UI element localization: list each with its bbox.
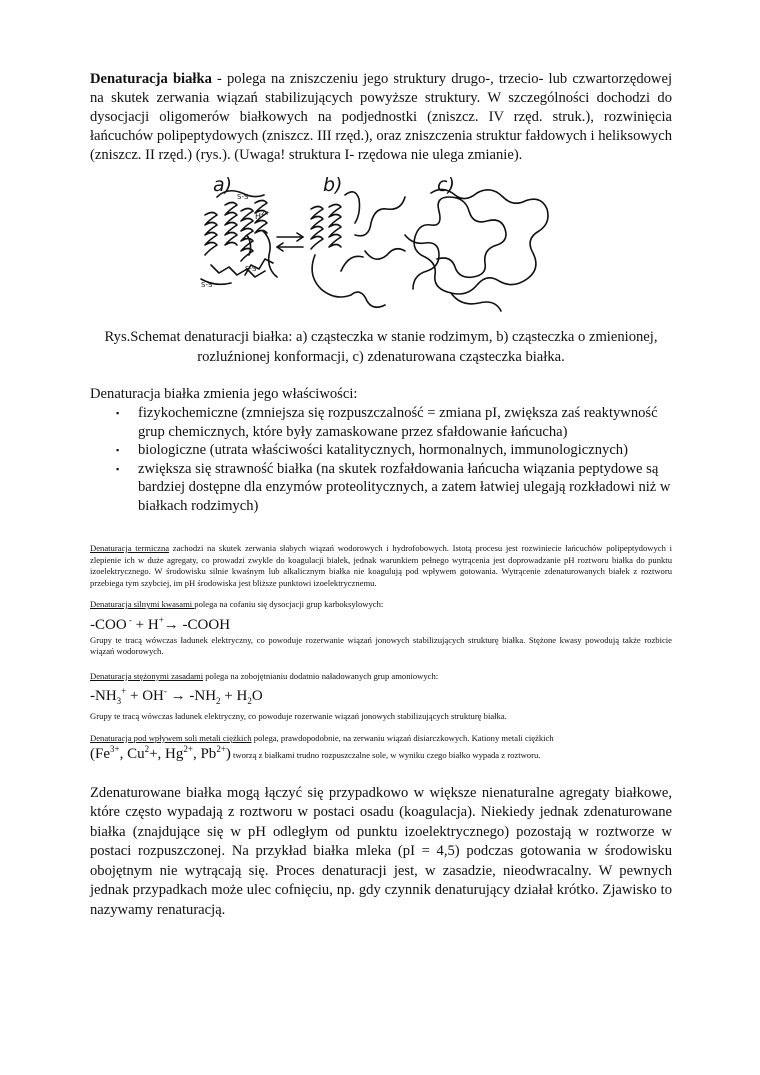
closing-paragraph: Zdenaturowane białka mogą łączyć się przypadkowo w większe nienaturalne agregaty białkowe, które często wypadają z roztworu w postaci osadu (koagulacja). Niekiedy jednak zdenaturowane białka (znajdujące się w pH odległym od punktu izoelektrycznego) pozostają w roztworze w postaci rozpuszczonej. Na przykład białka mleka (pI = 4,5) podczas gotowania w środowisku obojętnym nie wytrącają się. Proces denaturacji jest, w zasadzie, nieodwracalny. W pewnych jednak przypadkach może ulec cofnięciu, np. gdy czynnik denaturujący działał krótko. Zjawisko to nazywamy renaturacją. [90,784,672,918]
figure-label-h: H [255,212,262,221]
loosened-molecule-drawing [311,192,405,307]
figure-label-ss-bottom: S-S [201,281,213,289]
acid-note: Grupy te tracą wówczas ładunek elektryczny, co powoduje rozerwanie wiązań jonowych stabilizujących strukturę białka. Stężone kwasy powodują także rozbicie wiązań wodorowych. [90,634,672,656]
figure-label-a: a) [213,175,233,196]
figure-label-b: b) [323,175,343,196]
metal-cations: ($Fe^{3+}$, $Cu^2+$, $Hg^{2+}$, $Pb^{2+}$) [90,744,231,762]
list-item: ▪ zwiększa się strawność białka (na skutek rozfałdowania łańcucha wiązania peptydowe są bardziej dostępne dla enzymów proteolitycznych, a zatem łatwiej ulegają rozkładowi niż w białkach rodzimych) [116,460,671,514]
list-item: ▪ biologiczne (utrata właściwości katalitycznych, hormonalnych, immunologicznych) [116,442,628,458]
figure-label-ss-top: S-S [237,193,249,201]
thermal-term: Denaturacja termiczna [90,543,170,553]
acid-formula: -COO - + H+→ -COOH [90,614,231,633]
bullet-icon: ▪ [116,445,120,455]
list-item: ▪ fizykochemiczne (zmniejsza się rozpuszczalność = zmiana pI, zwiększa zaś reaktywność grup chemicznych, które były zamaskowane przez sfałdowanie łańcucha) [116,405,658,440]
equilibrium-arrows [277,233,303,251]
acid-term: Denaturacja silnymi kwasami [90,599,195,609]
base-denaturation: Denaturacja stężonymi zasadami polega na zobojętnianiu dodatnio naładowanych grup amoniowych: $-NH_3^+ + OH^- \to -NH_2 + H_2O$ Grupy te tracą wówczas ładunek elektryczny, co powoduje rozerwanie wiązań jonowych stabilizujących strukturę białka. [90,671,672,723]
base-note: Grupy te tracą wówczas ładunek elektryczny, co powoduje rozerwanie wiązań jonowych stabilizujących strukturę białka. [90,711,507,721]
thermal-denaturation: Denaturacja termiczna zachodzi na skutek zerwania słabych wiązań wodorowych i hydrofobowych. Istotą procesu jest rozwiniecie łańcuchów polipeptydowych i zlepienie ich w duże agregaty, co prowadzi zwykle do koagulacji białek, jednak warunkiem pełnego wytrącenia jest doprowadzanie pH roztworu białka do punktu izoelektrycznego. W środowisku silnie kwaśnym lub alkalicznym białka nie koagulują pod wpływem gotowania. Wytrącenie zdenaturowanych białek z roztworu przebiega tym szybciej, im pH środowiska jest bliższe punktowi izoelektrycznemu. [90,543,672,588]
acid-denaturation: Denaturacja silnymi kwasami polega na cofaniu się dysocjacji grup karboksylowych: -COO - + H+→ -COOH Grupy te tracą wówczas ładunek elektryczny, co powoduje rozerwanie wiązań jonowych stabilizujących strukturę białka. Stężone kwasy powodują także rozbicie wiązań wodorowych. [90,599,672,656]
metals-formula-line: ($Fe^{3+}$, $Cu^2+$, $Hg^{2+}$, $Pb^{2+}$) tworzą z białkami trudno rozpuszczalne sole, w wyniku czego białko wypada z roztworu. [90,744,541,762]
heavy-metal-denaturation: Denaturacja pod wpływem soli metali ciężkich polega, prawdopodobnie, na zerwaniu wiązań disiarczkowych. Kationy metali ciężkich ($Fe^{3+}$, $Cu^2+$, $Hg^{2+}$, $Pb^{2+}$) tworzą z białkami trudno rozpuszczalne sole, w wyniku czego białko wypada z roztworu. [90,733,672,762]
figure-label-ss-middle: S-S [245,265,257,273]
metals-term: Denaturacja pod wpływem soli metali ciężkich [90,732,252,743]
denatured-molecule-drawing [405,189,548,311]
properties-intro: Denaturacja białka zmienia jego właściwości: [90,386,358,402]
denaturation-figure [195,175,595,317]
denaturation-diagram [195,175,595,317]
figure-caption: Rys.Schemat denaturacji białka: a) cząsteczka w stanie rodzimym, b) cząsteczka o zmienionej, rozluźnionej konformacji, c) zdenaturowana cząsteczka białka. [104,329,658,365]
figure-label-charge: 2+ [261,210,270,217]
bullet-icon: ▪ [116,408,120,418]
bullet-icon: ▪ [116,463,120,474]
figure-label-c: c) [437,175,455,196]
base-formula: $-NH_3^+ + OH^- \to -NH_2 + H_2O$ [90,686,263,706]
base-term: Denaturacja stężonymi zasadami [90,670,204,681]
intro-paragraph [90,70,672,165]
native-molecule-drawing [201,191,277,285]
properties-list [90,404,672,515]
denaturation-term: Denaturacja białka [90,71,212,87]
intro-text: - polega na zniszczeniu jego struktury drugo-, trzecio- lub czwartorzędowej na skutek zerwania wiązań stabilizujących powyższe struktury. W szczególności dochodzi do dysocjacji oligomerów białkowych na podjednostki (zniszcz. IV rzęd. struk.), rozwinięcia łańcuchów polipeptydowych (zniszcz. III rzęd.), oraz zniszczenia struktur fałdowych i heliksowych (zniszcz. II rzęd.) (rys.). (Uwaga! struktura I- rzędowa nie ulega zmianie). [90,71,672,163]
document-page [90,70,672,920]
